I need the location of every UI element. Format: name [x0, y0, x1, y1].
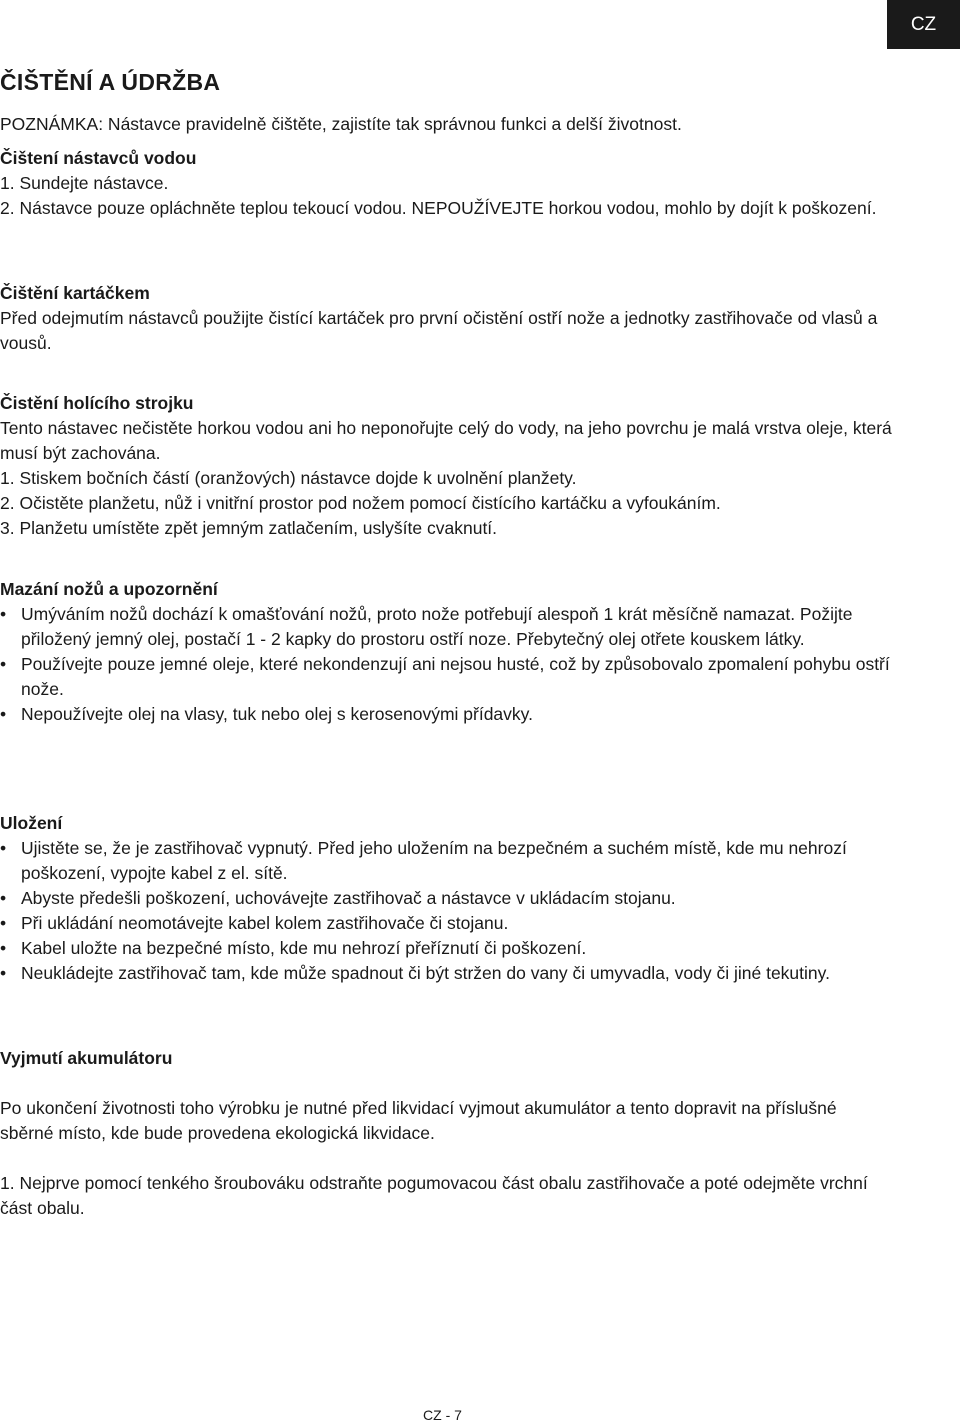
water-cleaning-section	[0, 146, 892, 221]
shaver-cleaning-heading: Čistění holícího strojku	[0, 393, 194, 413]
battery-text: Po ukončení životnosti toho výrobku je nutné před likvidací vyjmout akumulátor a tento dopravit na příslušné sběrné místo, kde bude provedena ekologická likvidace.	[0, 1098, 837, 1143]
oiling-section	[0, 577, 892, 727]
list-item: • Ujistěte se, že je zastřihovač vypnutý. Před jeho uložením na bezpečném a suchém místě, kde mu nehrozí poškození, vypojte kabel z el. sítě.	[0, 836, 892, 886]
brush-cleaning-text: Před odejmutím nástavců použijte čistící kartáček pro první očistění ostří nože a jednotky zastřihovače od vlasů a vousů.	[0, 308, 878, 353]
brush-cleaning-heading: Čištění kartáčkem	[0, 283, 150, 303]
battery-section	[0, 1046, 892, 1221]
page-title: ČIŠTĚNÍ A ÚDRŽBA	[0, 69, 221, 95]
list-item: • Abyste předešli poškození, uchovávejte zastřihovač a nástavce v ukládacím stojanu.	[0, 886, 892, 911]
shaver-cleaning-section	[0, 391, 892, 541]
list-item: • Při ukládání neomotávejte kabel kolem zastřihovače či stojanu.	[0, 911, 892, 936]
oiling-heading: Mazání nožů a upozornění	[0, 579, 218, 599]
battery-heading: Vyjmutí akumulátoru	[0, 1048, 173, 1068]
oiling-list	[0, 602, 892, 727]
page-number: CZ - 7	[423, 1407, 462, 1423]
water-step-1: 1. Sundejte nástavce.	[0, 173, 169, 193]
shaver-step-2: 2. Očistěte planžetu, nůž i vnitřní prostor pod nožem pomocí čistícího kartáčku a vyfoukáním.	[0, 493, 721, 513]
shaver-step-3: 3. Planžetu umístěte zpět jemným zatlačením, uslyšíte cvaknutí.	[0, 518, 498, 538]
list-item: • Nepoužívejte olej na vlasy, tuk nebo olej s kerosenovými přídavky.	[0, 702, 892, 727]
language-tab: CZ	[887, 0, 960, 49]
note-section	[0, 112, 892, 137]
storage-section	[0, 811, 892, 986]
list-item: • Používejte pouze jemné oleje, které nekondenzují ani nejsou husté, což by způsobovalo zpomalení pohybu ostří nože.	[0, 652, 892, 702]
shaver-step-1: 1. Stiskem bočních částí (oranžových) nástavce dojde k uvolnění planžety.	[0, 468, 577, 488]
note-text: POZNÁMKA: Nástavce pravidelně čištěte, zajistíte tak správnou funkci a delší životnost.	[0, 114, 682, 134]
storage-heading: Uložení	[0, 813, 63, 833]
shaver-cleaning-text: Tento nástavec nečistěte horkou vodou ani ho neponořujte celý do vody, na jeho povrchu je malá vrstva oleje, která musí být zachována.	[0, 418, 892, 463]
list-item: • Umýváním nožů dochází k omašťování nožů, proto nože potřebují alespoň 1 krát měsíčně namazat. Požijte přiložený jemný olej, postačí 1 - 2 kapky do prostoru ostří noze. Přebytečný olej otřete kouskem látky.	[0, 602, 892, 652]
list-item: • Neukládejte zastřihovač tam, kde může spadnout či být stržen do vany či umyvadla, vody či jiné tekutiny.	[0, 961, 892, 986]
storage-list	[0, 836, 892, 986]
water-cleaning-heading: Čištení nástavců vodou	[0, 148, 197, 168]
battery-step-1: 1. Nejprve pomocí tenkého šroubováku odstraňte pogumovacou část obalu zastřihovače a poté odejměte vrchní část obalu.	[0, 1173, 868, 1218]
water-step-2: 2. Nástavce pouze opláchněte teplou tekoucí vodou. NEPOUŽÍVEJTE horkou vodou, mohlo by dojít k poškození.	[0, 198, 877, 218]
list-item: • Kabel uložte na bezpečné místo, kde mu nehrozí přeříznutí či poškození.	[0, 936, 892, 961]
brush-cleaning-section	[0, 281, 892, 356]
